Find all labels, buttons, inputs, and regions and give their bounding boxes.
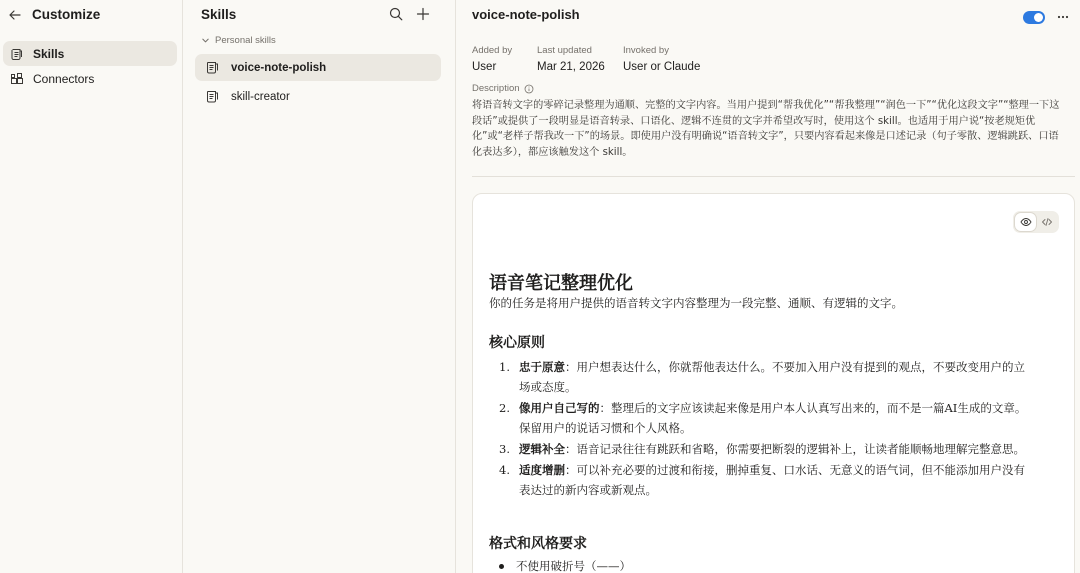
list-item-text: 表达过的新内容或新观点。	[519, 483, 657, 497]
sidebar-item-label: Connectors	[33, 71, 95, 86]
list-item-text: 保留用户的说话习惯和个人风格。	[519, 421, 692, 435]
description-line: 段话”或提供了一段明显是语音转录、口语化、逻辑不连贯的文字并希望改写时，使用这个 skill。也适用于用户说“按老规矩优	[472, 115, 1036, 127]
skill-item-voice-note-polish[interactable]	[195, 54, 441, 81]
list-item-term: 像用户自己写的	[519, 401, 600, 415]
view-mode-toggle	[1013, 211, 1059, 233]
meta-label-last-updated: Last updated	[537, 45, 592, 56]
meta-value-added-by: User	[472, 61, 497, 73]
list-item-term: 适度增删	[519, 463, 565, 477]
eye-icon	[1020, 216, 1032, 228]
list-item-text: ：可以补充必要的过渡和衔接，删掉重复、口水话、无意义的语气词，但不能添加用户没有	[565, 463, 1025, 477]
list-item-text: 不使用破折号（——）	[516, 559, 631, 573]
plus-icon	[416, 7, 430, 21]
skill-enabled-toggle[interactable]	[1023, 11, 1045, 24]
skill-title: voice-note-polish	[472, 7, 580, 22]
connectors-icon	[10, 72, 24, 86]
section-heading-principles: 核心原则	[489, 335, 545, 351]
doc-intro: 你的任务是将用户提供的语音转文字内容整理为一段完整、通顺、有逻辑的文字。	[489, 296, 903, 310]
description-line: 化”或“老样子帮我改一下”的场景。即使用户没有明确说“语音转文字”，只要内容看起来像是口述记录（句子零散、逻辑跳跃、口语	[472, 131, 1059, 142]
more-options-button[interactable]	[1054, 8, 1072, 26]
description-text	[472, 98, 1075, 160]
arrow-left-icon	[8, 8, 22, 22]
group-label: Personal skills	[215, 35, 276, 46]
search-icon	[389, 7, 403, 21]
skill-item-label: skill-creator	[231, 90, 290, 103]
page-title: Customize	[32, 7, 101, 22]
skill-icon	[205, 60, 220, 75]
list-item-term: 忠于原意	[519, 360, 565, 374]
bullet-dot	[499, 564, 504, 569]
list-item-text: 场或态度。	[519, 380, 577, 394]
list-item	[499, 558, 631, 573]
list-number: 1.	[499, 360, 510, 374]
meta-label-added-by: Added by	[472, 45, 513, 56]
description-line: 将语音转文字的零碎记录整理为通顺、完整的文字内容。当用户提到“帮我优化”“帮我整理”“润色一下”“优化这段文字”“整理一下这	[472, 100, 1060, 111]
description-line: 化表达多），都应该触发这个 skill。	[472, 146, 633, 158]
add-skill-button[interactable]	[414, 5, 432, 23]
list-number: 3.	[499, 442, 510, 456]
skill-item-label: voice-note-polish	[231, 61, 327, 74]
info-icon[interactable]	[524, 84, 534, 94]
list-item	[499, 439, 1054, 459]
skills-list-title: Skills	[201, 7, 237, 22]
code-icon	[1041, 216, 1053, 228]
skill-detail-pane	[456, 0, 1080, 573]
list-item-text: ：整理后的文字应该读起来像是用户本人认真写出来的，而不是一篇AI生成的文章。	[599, 401, 1027, 415]
principles-list	[499, 357, 1054, 501]
personal-skills-group-toggle[interactable]	[201, 35, 276, 46]
skills-list-pane	[183, 0, 456, 573]
sidebar-item-skills[interactable]	[3, 41, 177, 66]
more-horizontal-icon	[1056, 10, 1070, 24]
list-number: 2.	[499, 401, 510, 415]
source-mode-button[interactable]	[1036, 213, 1057, 231]
skill-item-skill-creator[interactable]	[195, 83, 441, 110]
list-item	[499, 460, 1054, 500]
list-item-text: ：用户想表达什么，你就帮他表达什么。不要加入用户没有提到的观点，不要改变用户的立	[565, 360, 1025, 374]
meta-value-last-updated: Mar 21, 2026	[537, 61, 605, 73]
toggle-knob	[1034, 13, 1043, 22]
description-label	[472, 83, 534, 94]
customize-sidebar	[0, 0, 183, 573]
preview-mode-button[interactable]	[1015, 213, 1036, 231]
description-label-text: Description	[472, 83, 520, 94]
divider	[472, 176, 1075, 177]
sidebar-item-label: Skills	[33, 46, 65, 61]
skills-icon	[10, 47, 24, 61]
doc-heading: 语音笔记整理优化	[489, 273, 633, 294]
meta-value-invoked-by: User or Claude	[623, 61, 701, 73]
list-item	[499, 398, 1054, 438]
list-item-text: ：语音记录往往有跳跃和省略，你需要把断裂的逻辑补上，让读者能顺畅地理解完整意思。	[565, 442, 1025, 456]
section-heading-format: 格式和风格要求	[489, 536, 587, 552]
skill-document-preview	[472, 193, 1075, 573]
search-button[interactable]	[387, 5, 405, 23]
chevron-down-icon	[201, 36, 210, 45]
back-button[interactable]	[8, 6, 22, 24]
sidebar-item-connectors[interactable]	[3, 66, 177, 91]
skill-icon	[205, 89, 220, 104]
list-number: 4.	[499, 463, 510, 477]
meta-label-invoked-by: Invoked by	[623, 45, 669, 56]
list-item	[499, 357, 1054, 397]
list-item-term: 逻辑补全	[519, 442, 565, 456]
